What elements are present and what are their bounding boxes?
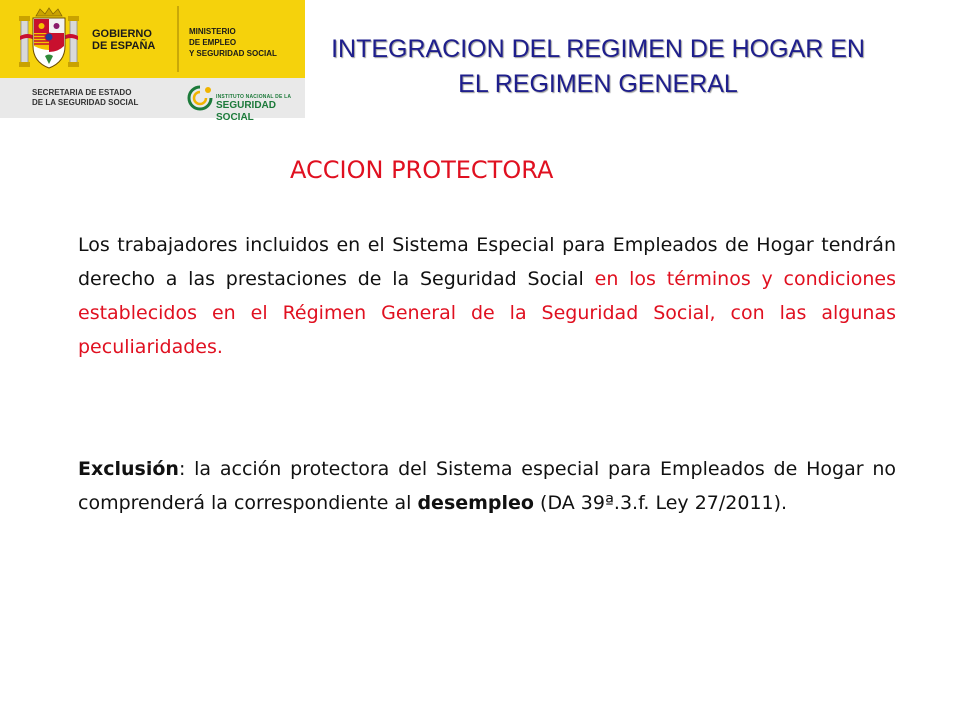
exclusion-text: : la acción protectora del Sistema especial para Empleados de Hogar no comprenderá la correspondiente al <box>78 458 896 514</box>
page-title-line-1: INTEGRACION DEL REGIMEN DE HOGAR EN <box>331 35 865 63</box>
header-logo-block <box>0 0 305 123</box>
desempleo-term: desempleo <box>417 492 534 514</box>
gobierno-de-espana-label: GOBIERNO DE ESPAÑA <box>92 28 156 52</box>
paragraph-exclusion <box>78 452 896 520</box>
coat-of-arms-icon <box>18 6 80 72</box>
section-heading: ACCION PROTECTORA <box>290 156 554 184</box>
exclusion-reference: (DA 39ª.3.f. Ley 27/2011). <box>534 492 788 514</box>
paragraph-benefits-text: Los trabajadores incluidos en el Sistema Especial para Empleados de Hogar tendrán derecho a las prestaciones de la Seguridad Social <box>78 234 896 290</box>
exclusion-label: Exclusión <box>78 458 179 480</box>
seguridad-social-label: INSTITUTO NACIONAL DE LA SEGURIDAD SOCIAL <box>216 94 292 123</box>
page-title <box>318 32 878 102</box>
secretaria-label: SECRETARIA DE ESTADO DE LA SEGURIDAD SOCIAL <box>32 88 139 107</box>
paragraph-benefits <box>78 228 896 364</box>
page-title-line-2: EL REGIMEN GENERAL <box>458 70 738 98</box>
ministerio-label: MINISTERIO DE EMPLEO Y SEGURIDAD SOCIAL <box>189 27 277 58</box>
logo-divider <box>177 6 179 72</box>
paragraph-benefits-highlight: en los términos y condiciones establecidos en el Régimen General de la Seguridad Social, con las algunas peculiaridades. <box>78 268 896 358</box>
seguridad-social-logo-icon <box>186 84 214 112</box>
